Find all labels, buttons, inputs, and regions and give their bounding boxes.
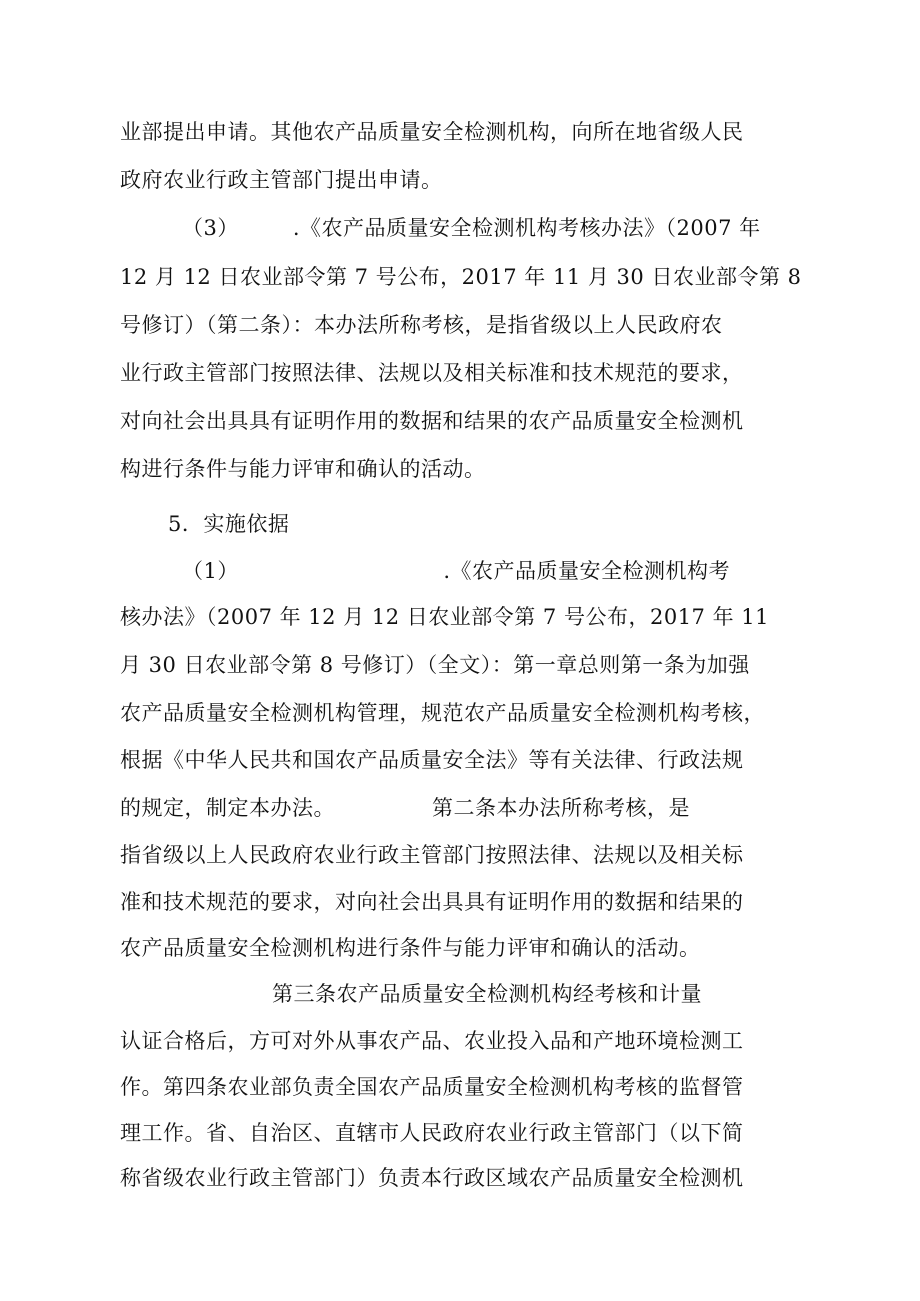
- section-heading: 5．实施依据: [168, 512, 290, 536]
- text-line: 称省级农业行政主管部门）负责本行政区域农产品质量安全检测机: [120, 1166, 744, 1190]
- text-line: 认证合格后，方可对外从事农产品、农业投入品和产地环境检测工: [120, 1029, 744, 1053]
- text-line: 业部提出申请。其他农产品质量安全检测机构，向所在地省级人民: [120, 120, 744, 144]
- text-line: 业行政主管部门按照法律、法规以及相关标准和技术规范的要求，: [120, 361, 744, 385]
- text-line: 农产品质量安全检测机构管理，规范农产品质量安全检测机构考核，: [120, 701, 765, 725]
- text-line: 根据《中华人民共和国农产品质量安全法》等有关法律、行政法规: [120, 748, 744, 772]
- text-line: 政府农业行政主管部门提出申请。: [120, 168, 443, 192]
- text-line: 12 月 12 日农业部令第 7 号公布，2017 年 11 月 30 日农业部令第 8: [120, 265, 802, 289]
- text-line: 核办法》（2007 年 12 月 12 日农业部令第 7 号公布，2017 年 11: [120, 605, 769, 629]
- text-line: 对向社会出具具有证明作用的数据和结果的农产品质量安全检测机: [120, 409, 744, 433]
- text-line: 的规定，制定本办法。 第二条本办法所称考核，是: [120, 796, 690, 820]
- text-line: （1） .《农产品质量安全检测机构考: [182, 559, 731, 583]
- text-line: 准和技术规范的要求，对向社会出具具有证明作用的数据和结果的: [120, 890, 744, 914]
- text-line: 农产品质量安全检测机构进行条件与能力评审和确认的活动。: [120, 936, 701, 960]
- text-line: 号修订）（第二条）：本办法所称考核，是指省级以上人民政府农: [120, 313, 723, 337]
- text-line: 构进行条件与能力评审和确认的活动。: [120, 457, 486, 481]
- text-line: 第三条农产品质量安全检测机构经考核和计量: [272, 982, 702, 1006]
- text-line: 理工作。省、自治区、直辖市人民政府农业行政主管部门（以下简: [120, 1121, 744, 1145]
- text-line: 月 30 日农业部令第 8 号修订）（全文）：第一章总则第一条为加强: [120, 653, 750, 677]
- text-line: 指省级以上人民政府农业行政主管部门按照法律、法规以及相关标: [120, 843, 744, 867]
- text-line: 作。第四条农业部负责全国农产品质量安全检测机构考核的监督管: [120, 1075, 744, 1099]
- text-line: （3） .《农产品质量安全检测机构考核办法》（2007 年: [182, 216, 761, 240]
